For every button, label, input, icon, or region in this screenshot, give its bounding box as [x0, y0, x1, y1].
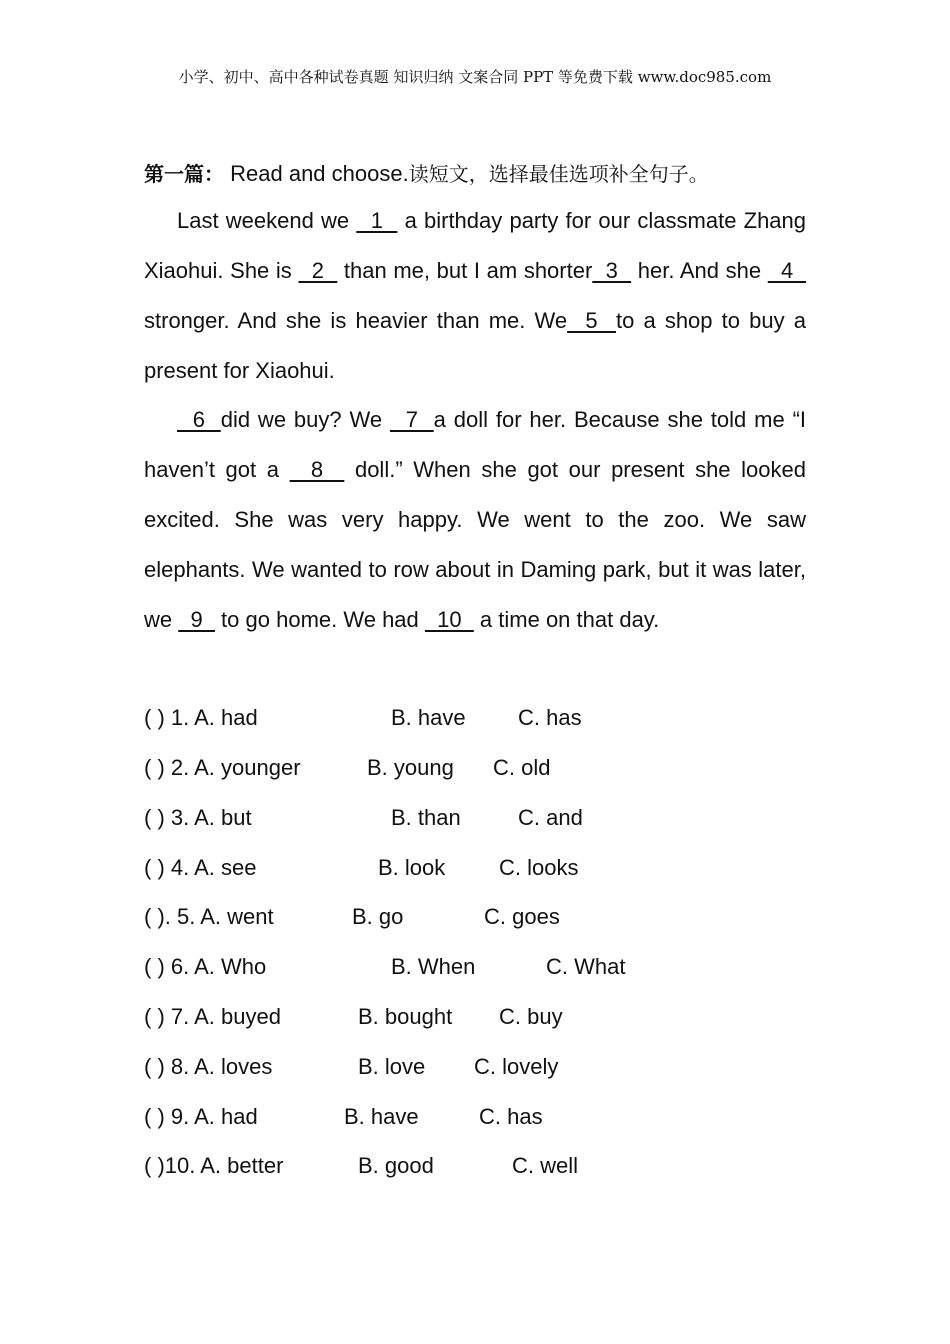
question-option-b: B. than: [391, 805, 461, 830]
page-header: 小学、初中、高中各种试卷真题 知识归纳 文案合同 PPT 等免费下载 www.doc985.com: [178, 68, 772, 86]
question-option-b: B. have: [344, 1104, 419, 1129]
question-option-c: C. looks: [499, 855, 579, 880]
blank-4: 4: [767, 258, 807, 283]
passage-text: a birthday party for our classmate Zhang Xiaohui. She is: [144, 208, 807, 283]
question-option-a: ( ) 2. A. younger: [144, 755, 301, 780]
question-option-b: B. look: [378, 855, 446, 880]
blank-2: 2: [298, 258, 338, 283]
passage-text: to go home. We had: [214, 607, 425, 632]
passage-text: stronger. And she is heavier than me. We: [144, 308, 568, 333]
question-option-a: ( ) 8. A. loves: [144, 1054, 273, 1079]
blank-5: 5: [567, 308, 616, 333]
blank-8: 8: [289, 457, 345, 482]
question-option-a: ( ) 1. A. had: [144, 705, 258, 730]
question-option-b: B. go: [352, 904, 404, 929]
passage-text: to a shop to buy a present for Xiaohui.: [144, 308, 807, 383]
question-option-c: C. well: [512, 1153, 579, 1178]
question-option-b: B. have: [391, 705, 466, 730]
question-option-b: B. young: [367, 755, 454, 780]
instruction-cn: 读短文，选择最佳选项补全句子。: [408, 162, 709, 186]
question-option-c: C. lovely: [474, 1054, 559, 1079]
section-label: 第一篇：: [144, 162, 224, 186]
blank-7: 7: [389, 407, 434, 432]
question-option-c: C. has: [518, 705, 582, 730]
passage-text: a doll for her. Because she told me “I haven’t got a: [144, 407, 807, 482]
question-option-b: B. good: [358, 1153, 434, 1178]
passage-text: did we buy? We: [220, 407, 390, 432]
passage-paragraph-1: [144, 196, 806, 396]
passage-text: Last weekend we: [177, 208, 357, 233]
blank-6: 6: [177, 407, 221, 432]
question-option-a: ( ) 9. A. had: [144, 1104, 258, 1129]
question-option-c: C. buy: [499, 1004, 563, 1029]
blank-10: 10: [424, 607, 474, 632]
passage-text: her. And she: [631, 258, 768, 283]
question-option-a: ( ) 4. A. see: [144, 855, 257, 880]
passage-text: than me, but I am shorter: [337, 258, 593, 283]
question-option-c: C. and: [518, 805, 583, 830]
question-option-a: ( ) 7. A. buyed: [144, 1004, 281, 1029]
question-option-b: B. love: [358, 1054, 426, 1079]
question-option-a: ( ) 3. A. but: [144, 805, 252, 830]
blank-9: 9: [178, 607, 215, 632]
question-option-a: ( )10. A. better: [144, 1153, 284, 1178]
question-option-c: C. goes: [484, 904, 560, 929]
question-option-b: B. bought: [358, 1004, 453, 1029]
question-option-a: ( ) 6. A. Who: [144, 954, 267, 979]
section-title: [144, 158, 709, 187]
question-option-c: C. What: [546, 954, 626, 979]
blank-1: 1: [356, 208, 398, 233]
question-option-b: B. When: [391, 954, 476, 979]
passage-text: doll.” When she got our present she looked excited. She was very happy. We went to the zoo. We saw elephants. We wanted to row about in Daming park, but it was later, we: [144, 457, 806, 632]
question-option-c: C. old: [493, 755, 551, 780]
passage-paragraph-2: [144, 395, 806, 645]
passage-text: a time on that day.: [473, 607, 660, 632]
instruction-en: Read and choose.: [230, 161, 409, 186]
blank-3: 3: [592, 258, 632, 283]
question-option-a: ( ). 5. A. went: [144, 904, 274, 929]
question-option-c: C. has: [479, 1104, 543, 1129]
